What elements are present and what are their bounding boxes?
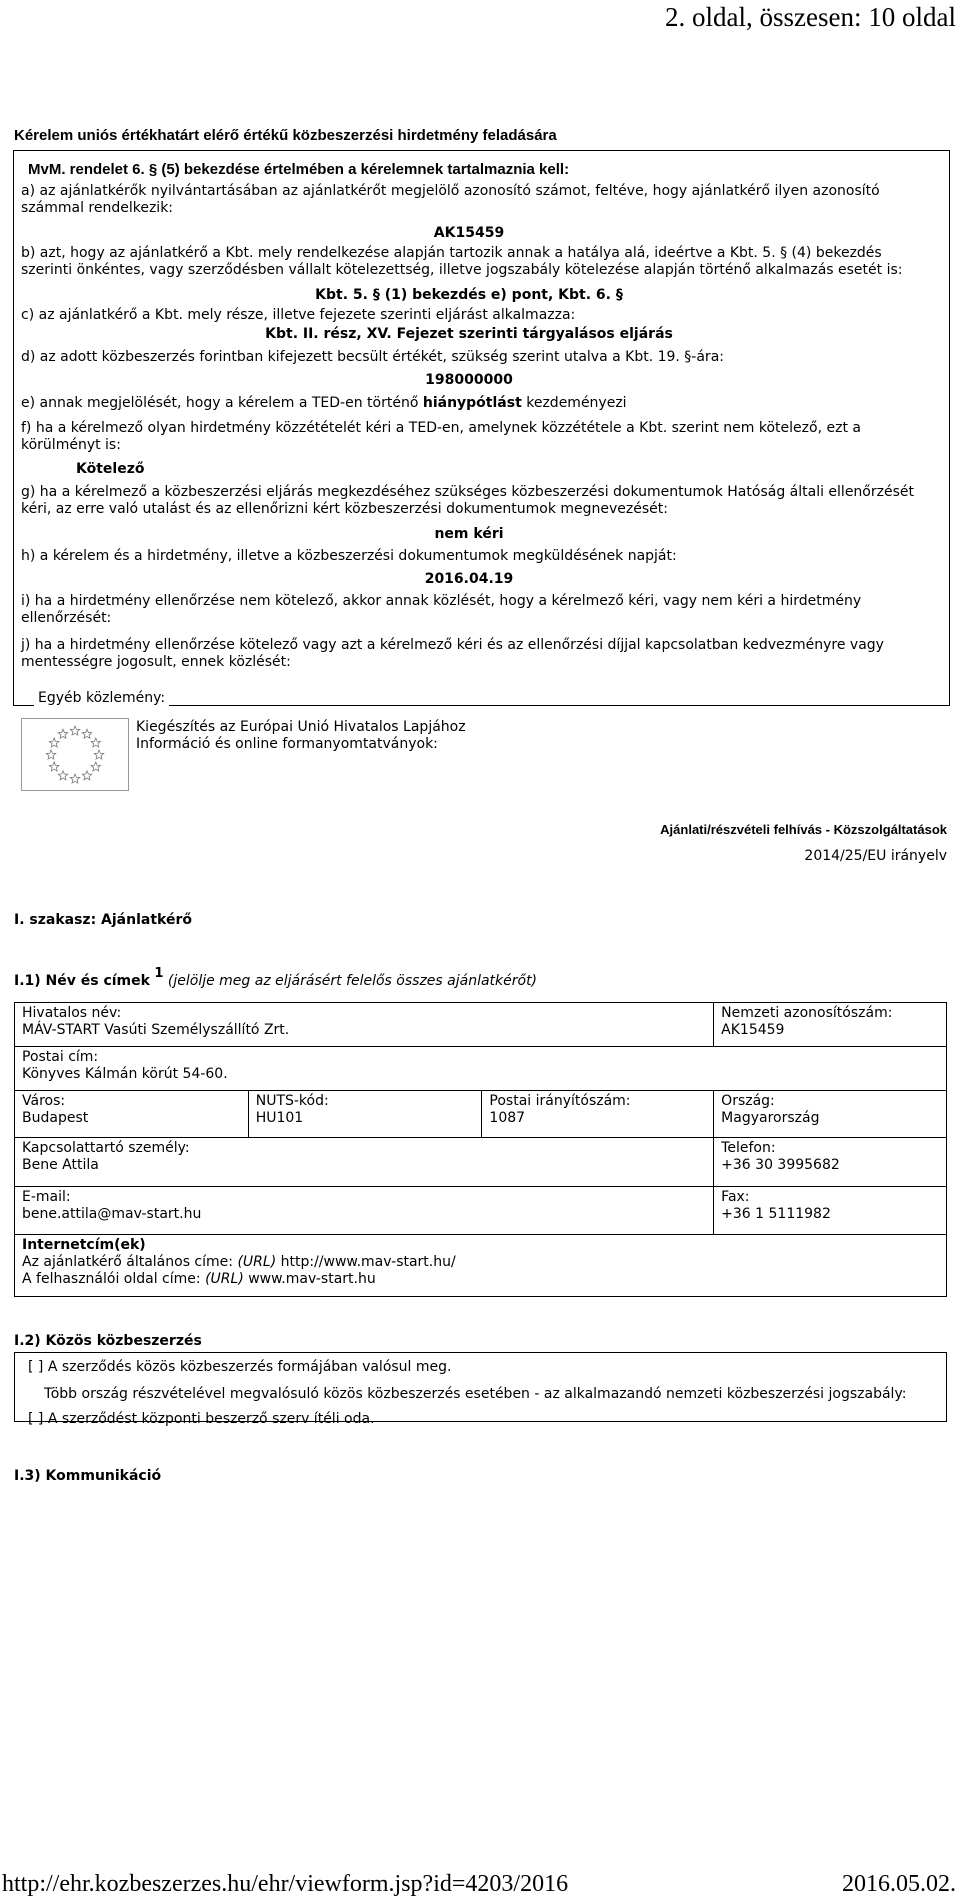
- item-i-text: i) ha a hirdetmény ellenőrzése nem kötelező, akkor annak közlését, hogy a kérelmező kéri, vagy nem kéri a hirdetmény ellenőrzését:: [21, 593, 862, 626]
- section-title: I. szakasz: Ajánlatkérő: [14, 912, 192, 928]
- flag-star: [94, 750, 104, 759]
- multi-country-line: Több ország részvételével megvalósuló közös közbeszerzés esetében - az alkalmazandó nemzeti közbeszerzési jogszabály:: [44, 1386, 907, 1402]
- s12-title: I.2) Közös közbeszerzés: [14, 1333, 202, 1349]
- buyer-profile-url[interactable]: www.mav-start.hu: [248, 1271, 376, 1287]
- supplement-line1: Kiegészítés az Európai Unió Hivatalos Lapjához: [136, 719, 466, 735]
- postcode: 1087: [489, 1110, 526, 1126]
- city: Budapest: [22, 1110, 89, 1126]
- fax-cell: Fax: +36 1 5111982: [714, 1187, 947, 1235]
- phone-cell: Telefon: +36 30 3995682: [714, 1138, 947, 1187]
- official-name-cell: Hivatalos név: MÁV-START Vasúti Személyszállító Zrt.: [15, 1003, 714, 1047]
- item-g-text: g) ha a kérelmező a közbeszerzési eljárás megkezdéséhez szükséges közbeszerzési dokumentumok Hatóság általi ellenőrzését kéri, az erre való utalást és az ellenőrizni kért közbeszerzési dokumentumok megnevezését:: [21, 484, 914, 517]
- item-d-value: 198000000: [425, 372, 513, 388]
- item-e-bold: hiánypótlást: [422, 395, 522, 411]
- item-a-value: AK15459: [433, 225, 505, 241]
- footer-date: 2016.05.02.: [842, 1871, 956, 1897]
- item-d-text: d) az adott közbeszerzés forintban kifejezett becsült értékét, szükség szerint utalva a Kbt. 19. §-ára:: [21, 349, 724, 365]
- city-cell: Város: Budapest: [15, 1091, 249, 1138]
- flag-star: [91, 762, 101, 771]
- postcode-cell: Postai irányítószám: 1087: [482, 1091, 714, 1138]
- s13-title: I.3) Kommunikáció: [14, 1468, 162, 1484]
- joint-procurement-line: [ ] A szerződés közös közbeszerzés formájában valósul meg.: [28, 1359, 452, 1375]
- item-f-text: f) ha a kérelmező olyan hirdetmény közzétételét kéri a TED-en, amelynek közzététele a Kbt. szerint nem kötelező, ezt a körülményt is:: [21, 420, 861, 453]
- item-f-value: Kötelező: [76, 461, 145, 477]
- postal-address-cell: Postai cím: Könyves Kálmán körút 54-60.: [15, 1047, 947, 1091]
- general-address-url[interactable]: http://www.mav-start.hu/: [280, 1254, 456, 1270]
- item-a-text: a) az ajánlatkérők nyilvántartásában az ajánlatkérőt megjelölő azonosító számot, feltéve, hogy ajánlatkérő ilyen azonosító számmal rendelkezik:: [21, 183, 880, 216]
- phone: +36 30 3995682: [721, 1157, 840, 1173]
- other-notice-label: Egyéb közlemény:: [34, 690, 169, 706]
- flag-star: [82, 771, 92, 780]
- item-e-text: e) annak megjelölését, hogy a kérelem a TED-en történő hiánypótlást kezdeményezi: [21, 395, 627, 411]
- directive: 2014/25/EU irányelv: [804, 848, 947, 864]
- item-c-value: Kbt. II. rész, XV. Fejezet szerinti tárgyalásos eljárás: [265, 326, 673, 342]
- item-j-text: j) ha a hirdetmény ellenőrzése kötelező vagy azt a kérelmező kéri és az ellenőrzési díjjal kapcsolatban kedvezményre vagy mentességre jogosult, ennek közlését:: [21, 637, 884, 670]
- item-c-text: c) az ajánlatkérő a Kbt. mely része, illetve fejezete szerinti eljárást alkalmazza:: [21, 307, 576, 323]
- national-id: AK15459: [721, 1022, 785, 1038]
- item-h-value: 2016.04.19: [424, 571, 514, 587]
- official-name: MÁV-START Vasúti Személyszállító Zrt.: [22, 1022, 290, 1038]
- item-g-value: nem kéri: [434, 526, 504, 542]
- flag-star: [91, 738, 101, 747]
- nuts-code: HU101: [255, 1110, 304, 1126]
- flag-star: [46, 750, 56, 759]
- eu-flag-icon: [21, 718, 129, 791]
- contact-person-cell: Kapcsolattartó személy: Bene Attila: [15, 1138, 714, 1187]
- document-title: Kérelem uniós értékhatárt elérő értékű közbeszerzési hirdetmény feladására: [14, 127, 557, 144]
- ojeu-supplement: [136, 719, 466, 753]
- email: bene.attila@mav-start.hu: [22, 1206, 202, 1222]
- s11-title: I.1) Név és címek $^1$ (jelölje meg az eljárásért felelős összes ajánlatkérőt): [14, 966, 538, 989]
- footer-url: http://ehr.kozbeszerzes.hu/ehr/viewform.jsp?id=4203/2016: [2, 1871, 569, 1897]
- internet-cell: Internetcím(ek) Az ajánlatkérő általános címe: (URL) http://www.mav-start.hu/ A felhasználói oldal címe: (URL) www.mav-start.hu: [15, 1235, 947, 1297]
- item-b-text: b) azt, hogy az ajánlatkérő a Kbt. mely rendelkezése alapján tartozik annak a hatálya alá, ideértve a Kbt. 5. § (4) bekezdés szerinti önkéntes, vagy szerződésben vállalt kötelezettség, illetve jogszabály kötelezése alapján történő alkalmazás esetét is:: [21, 245, 903, 278]
- item-h-text: h) a kérelem és a hirdetmény, illetve a közbeszerzési dokumentumok megküldésének napját:: [21, 548, 677, 564]
- country: Magyarország: [721, 1110, 820, 1126]
- footnote-ref: 1: [154, 966, 164, 981]
- page-counter: 2. oldal, összesen: 10 oldal: [665, 2, 956, 32]
- country-cell: Ország: Magyarország: [714, 1091, 947, 1138]
- notice-type: Ajánlati/részvételi felhívás - Közszolgáltatások: [660, 822, 947, 837]
- central-purchasing-line: [ ] A szerződést központi beszerző szerv ítéli oda.: [28, 1411, 375, 1427]
- flag-star: [82, 729, 92, 738]
- nuts-cell: NUTS-kód: HU101: [248, 1091, 482, 1138]
- flag-star: [70, 726, 80, 735]
- flag-star: [58, 729, 68, 738]
- joint-procurement-box: [14, 1352, 947, 1427]
- fax: +36 1 5111982: [721, 1206, 831, 1222]
- contact-table: [14, 1002, 947, 1297]
- postal-address: Könyves Kálmán körút 54-60.: [22, 1066, 228, 1082]
- contact-person: Bene Attila: [22, 1157, 99, 1173]
- supplement-line2: Információ és online formanyomtatványok:: [136, 736, 438, 752]
- flag-star: [49, 762, 59, 771]
- buyer-profile-line: A felhasználói oldal címe: (URL) www.mav-start.hu: [22, 1271, 376, 1287]
- request-box: [13, 150, 950, 706]
- national-id-cell: Nemzeti azonosítószám: AK15459: [714, 1003, 947, 1047]
- flag-star: [49, 738, 59, 747]
- request-heading: MvM. rendelet 6. § (5) bekezdése értelmében a kérelemnek tartalmaznia kell:: [28, 161, 570, 178]
- email-cell: E-mail: bene.attila@mav-start.hu: [15, 1187, 714, 1235]
- item-b-value: Kbt. 5. § (1) bekezdés e) pont, Kbt. 6. §: [315, 287, 623, 303]
- general-address-line: Az ajánlatkérő általános címe: (URL) http://www.mav-start.hu/: [22, 1254, 456, 1270]
- flag-star: [58, 771, 68, 780]
- flag-star: [70, 774, 80, 783]
